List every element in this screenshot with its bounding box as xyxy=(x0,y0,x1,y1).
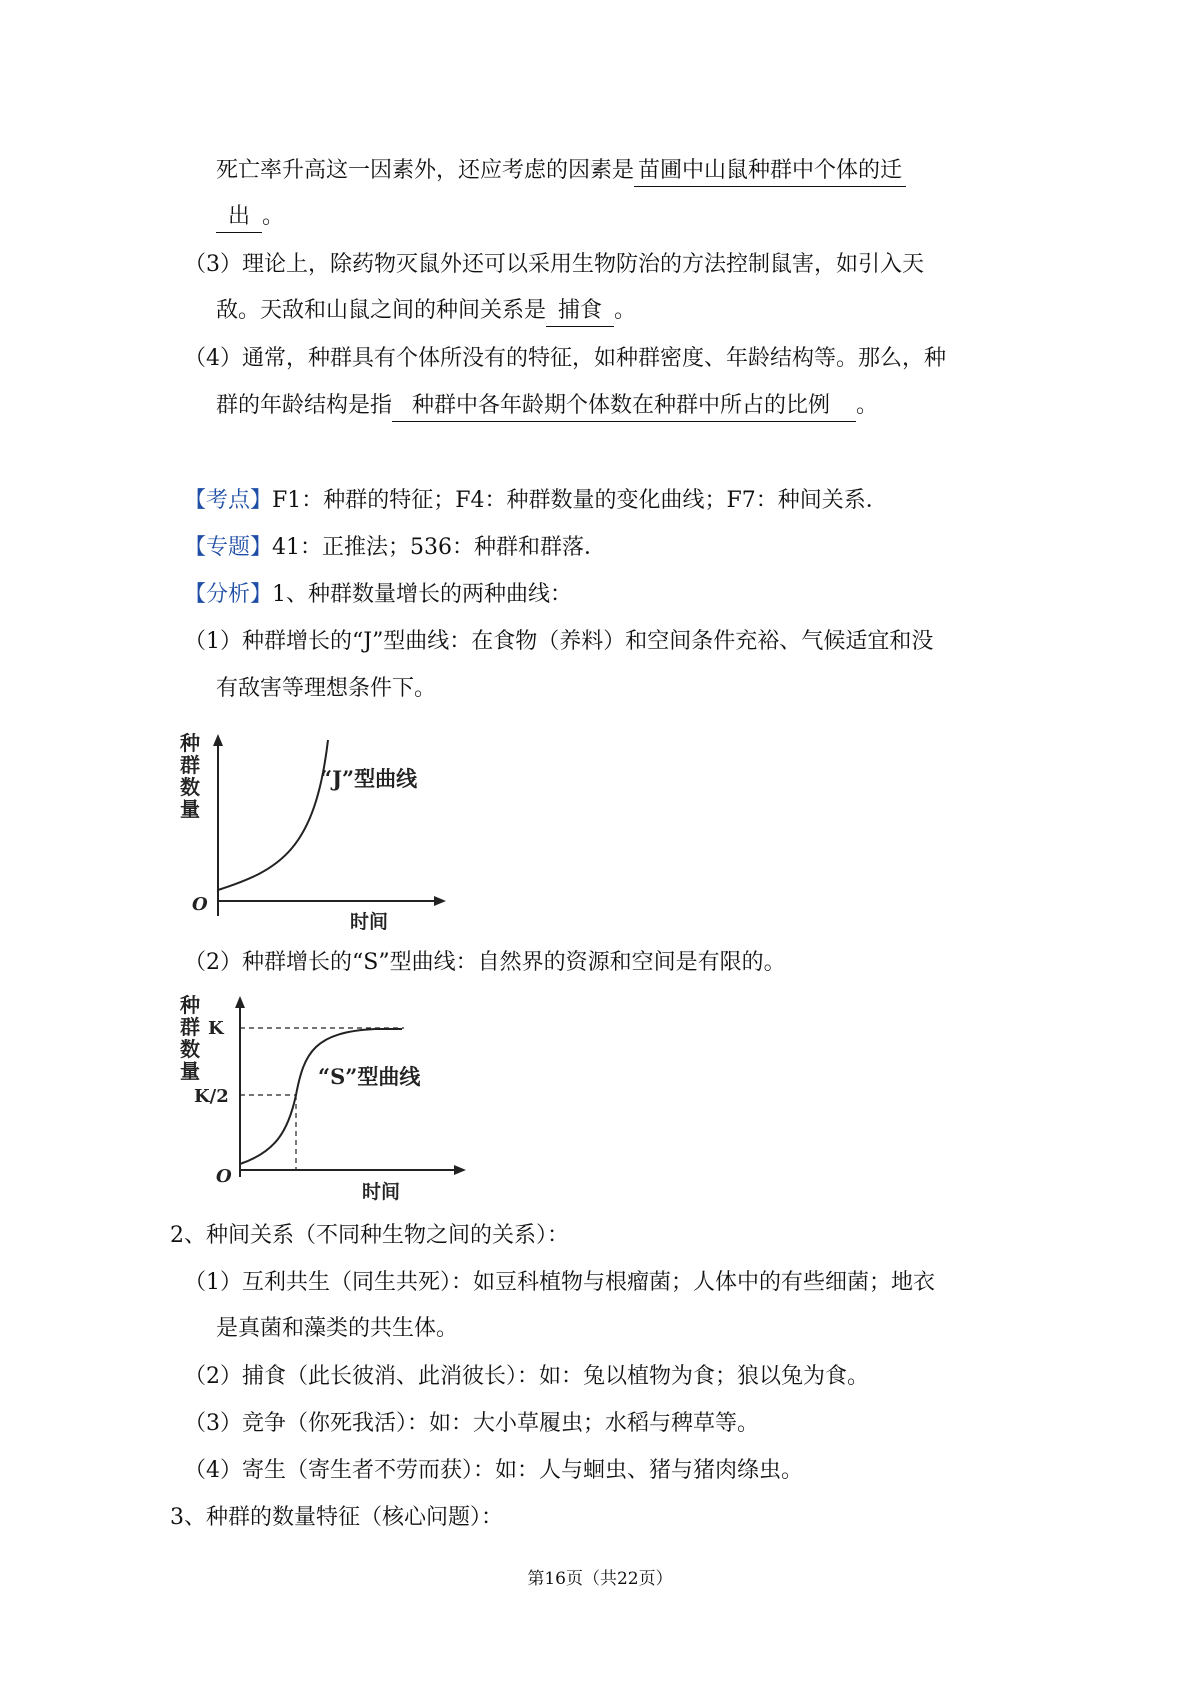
q4-text: 群的年龄结构是指 xyxy=(216,393,393,418)
j-curve-chart xyxy=(180,730,450,930)
j-title: “J”型曲线 xyxy=(320,766,418,791)
q2-line-2 xyxy=(216,202,284,233)
j-ylabel-char: 群 xyxy=(180,753,200,777)
q2-answer-b: 出 xyxy=(216,202,262,233)
s-origin: O xyxy=(216,1166,232,1187)
zhuanti-tag: 【专题】 xyxy=(184,535,273,560)
page-footer: 第16页（共22页） xyxy=(527,1569,673,1589)
j-ylabel xyxy=(180,731,200,821)
competition-line: （3）竞争（你死我活）：如：大小草履虫；水稻与稗草等。 xyxy=(184,1411,759,1436)
kaodian-line xyxy=(184,486,888,516)
j-ylabel-char: 数 xyxy=(180,775,200,799)
q2-end: 。 xyxy=(262,204,285,229)
q2-line-1 xyxy=(216,156,906,187)
j-curve-line-1: （1）种群增长的“J”型曲线：在食物（养料）和空间条件充裕、气候适宜和没 xyxy=(184,629,934,654)
mutualism-line-1: （1）互利共生（同生共死）：如豆科植物与根瘤菌；人体中的有些细菌；地衣 xyxy=(184,1270,935,1295)
s-x-arrow xyxy=(454,1165,466,1175)
s-ylabel-char: 数 xyxy=(180,1037,200,1061)
j-ylabel-char: 量 xyxy=(180,797,200,821)
j-curve-line xyxy=(218,740,328,890)
q4-answer: 种群中各年龄期个体数在种群中所占的比例 xyxy=(392,391,856,422)
q3-text: 敌。天敌和山鼠之间的种间关系是 xyxy=(216,298,547,323)
quantity-title: 3、种群的数量特征（核心问题）： xyxy=(170,1505,503,1530)
j-x-arrow xyxy=(434,896,446,906)
q3-answer: 捕食 xyxy=(546,296,614,327)
q4-end: 。 xyxy=(856,393,879,418)
s-tick-k: K xyxy=(208,1018,224,1039)
s-ylabel-char: 种 xyxy=(180,993,200,1017)
q3-line-1: （3）理论上，除药物灭鼠外还可以采用生物防治的方法控制鼠害，如引入天 xyxy=(184,252,924,277)
s-ylabel-char: 量 xyxy=(180,1059,200,1083)
relations-title: 2、种间关系（不同种生物之间的关系）： xyxy=(170,1223,569,1248)
zhuanti-text: 41：正推法；536：种群和群落． xyxy=(272,535,607,560)
fenxi-tag: 【分析】 xyxy=(184,582,273,607)
kaodian-text: F1：种群的特征；F4：种群数量的变化曲线；F7：种间关系． xyxy=(272,488,888,513)
predation-line: （2）捕食（此长彼消、此消彼长）：如：兔以植物为食；狼以兔为食。 xyxy=(184,1364,869,1389)
s-curve-chart xyxy=(180,992,470,1202)
q3-end: 。 xyxy=(614,298,637,323)
s-curve-line-1: （2）种群增长的“S”型曲线：自然界的资源和空间是有限的。 xyxy=(184,950,786,975)
zhuanti-line xyxy=(184,533,606,563)
j-ylabel-char: 种 xyxy=(180,731,200,755)
fenxi-text: 1、种群数量增长的两种曲线： xyxy=(272,582,573,607)
s-ylabel-char: 群 xyxy=(180,1015,200,1039)
q4-line-1: （4）通常，种群具有个体所没有的特征，如种群密度、年龄结构等。那么，种 xyxy=(184,346,946,371)
mutualism-line-2: 是真菌和藻类的共生体。 xyxy=(216,1316,459,1341)
q2-answer-a: 苗圃中山鼠种群中个体的迁 xyxy=(634,156,906,187)
parasitism-line: （4）寄生（寄生者不劳而获）：如：人与蛔虫、猪与猪肉绦虫。 xyxy=(184,1458,803,1483)
fenxi-line xyxy=(184,580,572,610)
s-title: “S”型曲线 xyxy=(318,1064,421,1089)
j-origin: O xyxy=(192,894,208,915)
kaodian-tag: 【考点】 xyxy=(184,488,273,513)
s-ylabel xyxy=(180,993,200,1083)
q4-line-2 xyxy=(216,391,878,422)
s-tick-k2: K/2 xyxy=(194,1086,229,1107)
j-xlabel: 时间 xyxy=(350,911,389,930)
j-curve-line-2: 有敌害等理想条件下。 xyxy=(216,676,437,701)
s-y-arrow xyxy=(235,996,245,1008)
s-xlabel: 时间 xyxy=(362,1181,401,1202)
q2-text: 死亡率升高这一因素外，还应考虑的因素是 xyxy=(216,158,635,183)
s-curve-line xyxy=(240,1029,402,1164)
q3-line-2 xyxy=(216,296,636,327)
j-y-arrow xyxy=(213,734,223,746)
